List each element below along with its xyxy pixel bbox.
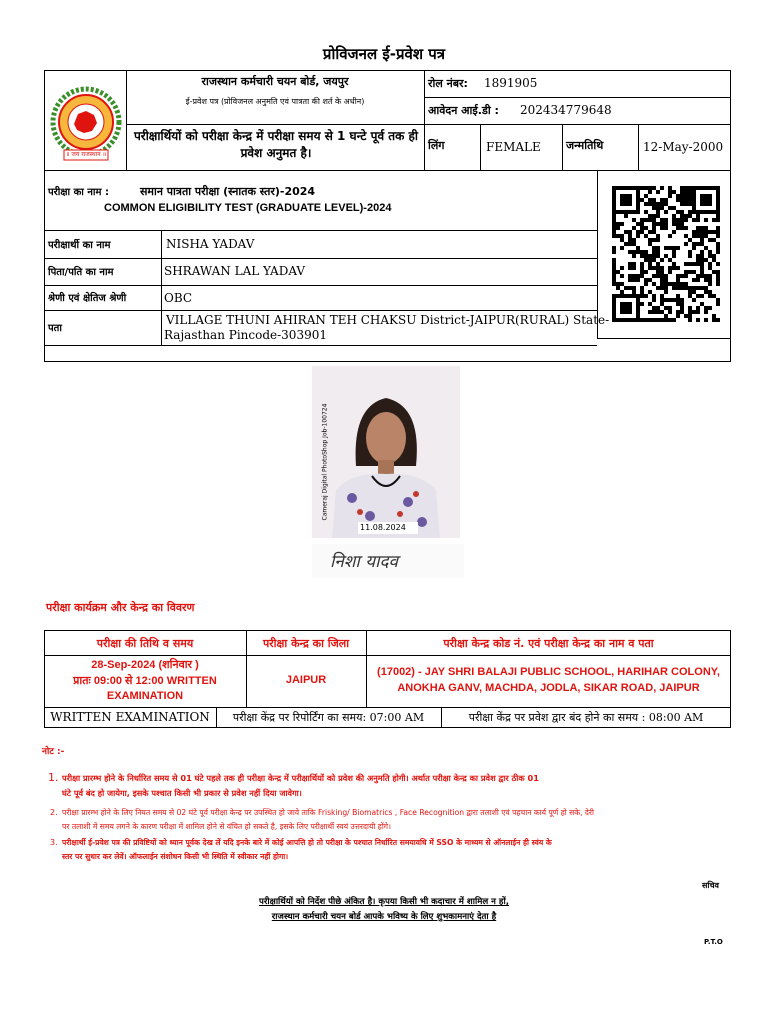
note-3-line-1: परीक्षार्थी ई-प्रवेश पत्र की प्रविष्टियों को ध्यान पूर्वक देख लें यदि इनके बारे में कोई आपत्ति हो तो परीक्षा के पश्चात निर्धारित समयावधि में SSO के माध्यम से ऑनलाईन ही स्वंय के — [62, 838, 552, 847]
gender-label: लिंग — [428, 139, 445, 152]
father-name-label: पिता/पति का नाम — [48, 267, 114, 278]
col-header-date: परीक्षा की तिथि व समय — [96, 637, 194, 650]
note-3-line-2: स्तर पर सुधार कर लेवें। ऑफलाईन संशोधन किसी भी स्थिति में स्वीकार नहीं होगा। — [62, 852, 289, 861]
candidate-photo — [312, 366, 460, 538]
schedule-section-title: परीक्षा कार्यक्रम और केन्द्र का विवरण — [46, 601, 195, 614]
note-1-number: 1. — [48, 771, 59, 784]
exam-mode: EXAMINATION — [106, 690, 184, 702]
footer-line-2: राजस्थान कर्मचारी चयन बोर्ड आपके भविष्य के लिए शुभकामनाएं देता है — [271, 912, 497, 922]
gate-close-time: परीक्षा केंद्र पर प्रवेश द्वार बंद होने का समय : 08:00 AM — [468, 711, 704, 724]
exam-district: JAIPUR — [285, 674, 327, 686]
pto-label: P.T.O — [704, 938, 723, 946]
page-title: प्रोविजनल ई-प्रवेश पत्र — [322, 45, 446, 63]
dob-value: 12-May-2000 — [643, 140, 724, 154]
board-logo — [48, 84, 124, 166]
board-subtitle: ई-प्रवेश पत्र (प्रोविजनल अनुमति एवं पात्रता की शर्त के अधीन) — [185, 97, 365, 106]
note-2-line-1: परीक्षा प्रारम्भ होने के लिए नियत समय से 02 घंटे पूर्व परीक्षा केन्द्र पर उपस्थित हो जावे ताकि Frisking/ Biomatrics , Face Recognition द्वारा तलाशी एवं पहचान कार्य पूर्ण हो सके, देरी — [62, 808, 594, 817]
candidate-signature — [312, 544, 464, 578]
note-1-line-1: परीक्षा प्रारम्भ होने के निर्धारित समय से 01 घंटे पहले तक ही परीक्षा केन्द्र में परीक्षार्थियों को प्रवेश की अनुमति होगी। अर्थात परीक्षा केन्द्र का प्रवेश द्वार ठीक 01 — [62, 773, 539, 783]
note-2-number: 2. — [50, 808, 58, 817]
exam-date: 28-Sep-2024 (शनिवार ) — [91, 659, 199, 671]
category-label: श्रेणी एवं क्षेतिज श्रेणी — [48, 293, 127, 304]
candidate-name-label: परीक्षार्थी का नाम — [48, 240, 111, 251]
roll-number: 1891905 — [484, 76, 538, 90]
qr-code — [612, 186, 720, 322]
secretary-label: सचिव — [702, 881, 720, 890]
col-header-center: परीक्षा केन्द्र कोड नं. एवं परीक्षा केन्द्र का नाम व पता — [443, 637, 654, 650]
candidate-name: NISHA YADAV — [166, 237, 255, 251]
father-name: SHRAWAN LAL YADAV — [164, 264, 306, 278]
logo-ribbon: ॥ जय राजस्थान ॥ — [65, 151, 107, 158]
address-line-1: VILLAGE THUNI AHIRAN TEH CHAKSU District-JAIPUR(RURAL) State- — [166, 313, 610, 327]
exam-type: WRITTEN EXAMINATION — [50, 710, 210, 724]
footer-line-1: परीक्षार्थियों को निर्देश पीछे अंकित है। कृपया किसी भी कदाचार में शामिल न हों, — [259, 897, 509, 907]
exam-center-line-2: ANOKHA GANV, MACHDA, JODLA, SIKAR ROAD, JAIPUR — [397, 682, 700, 694]
note-3-number: 3. — [50, 838, 58, 847]
entry-notice: परीक्षार्थियों को परीक्षा केन्द्र में परीक्षा समय से 1 घन्टे पूर्व तक ही प्रवेश अनुमत है। — [133, 129, 419, 160]
address-line-2: Rajasthan Pincode-303901 — [164, 328, 327, 342]
exam-name-hindi: समान पात्रता परीक्षा (स्नातक स्तर)-2024 — [140, 185, 316, 198]
note-1-line-2: घंटे पूर्व बंद हो जायेगा, इसके पश्चात किसी भी प्रकार से प्रवेश नहीं दिया जावेगा। — [62, 788, 302, 798]
signature-text: निशा यादव — [330, 552, 398, 572]
exam-label: परीक्षा का नाम : — [48, 187, 109, 198]
reporting-time: परीक्षा केंद्र पर रिपोर्टिंग का समय: 07:00 AM — [232, 711, 425, 724]
gender-value: FEMALE — [486, 140, 541, 154]
col-header-district: परीक्षा केन्द्र का जिला — [262, 637, 350, 650]
dob-label: जन्मतिथि — [566, 139, 604, 152]
board-name: राजस्थान कर्मचारी चयन बोर्ड, जयपुर — [201, 75, 349, 88]
category-value: OBC — [164, 291, 193, 305]
photo-date: 11.08.2024 — [360, 523, 406, 532]
address-label: पता — [48, 323, 62, 334]
exam-time: प्रातः 09:00 से 12:00 WRITTEN — [73, 675, 217, 687]
application-id: 202434779648 — [520, 103, 612, 117]
roll-label: रोल नंबर: — [428, 77, 468, 90]
note-2-line-2: पर तलाशी में समय लगने के कारण परीक्षा में शामिल होने से वंचित हो सकते है, इसके लिए परीक्षार्थी स्वयं उत्तरदायी होंगे। — [62, 822, 391, 831]
photo-studio-stamp: Cameraj Digital PhotoShop Job-100724 — [321, 403, 329, 521]
exam-center-line-1: (17002) - JAY SHRI BALAJI PUBLIC SCHOOL, HARIHAR COLONY, — [377, 666, 720, 678]
notes-label: नोट :- — [42, 747, 65, 757]
application-label: आवेदन आई.डी : — [428, 104, 499, 117]
exam-name-english: COMMON ELIGIBILITY TEST (GRADUATE LEVEL)-2024 — [104, 202, 392, 214]
